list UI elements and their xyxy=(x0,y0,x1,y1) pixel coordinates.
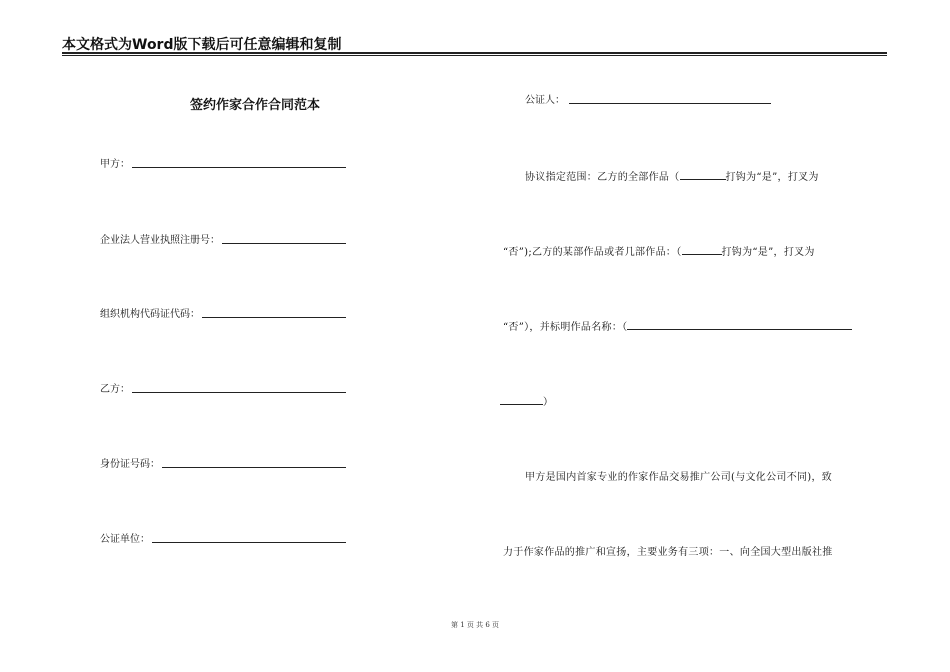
page-number-footer: 第 1 页 共 6 页 xyxy=(450,621,500,629)
header-rule-thin xyxy=(62,55,887,56)
blank-line xyxy=(627,319,852,330)
field-label: 甲方： xyxy=(100,159,130,170)
field-notary-unit xyxy=(100,527,346,545)
paragraph-line-2: 力于作家作品的推广和宣扬，主要业务有三项：一、向全国大型出版社推 xyxy=(503,547,833,558)
field-label: 组织机构代码证代码： xyxy=(100,309,200,320)
field-business-license xyxy=(100,228,346,246)
field-label: 公证单位： xyxy=(100,534,150,545)
scope-text: “否”），并标明作品名称：（ xyxy=(503,322,628,333)
notary-label: 公证人： xyxy=(525,95,565,106)
field-blank-line xyxy=(162,455,346,468)
blank-line xyxy=(680,169,726,180)
field-notary xyxy=(525,90,771,106)
blank-line xyxy=(682,244,722,255)
field-blank-line xyxy=(222,231,346,244)
scope-text: ） xyxy=(543,397,554,408)
paragraph-line-1: 甲方是国内首家专业的作家作品交易推广公司(与文化公司不同)，致 xyxy=(525,472,833,483)
notary-blank-line xyxy=(569,91,771,104)
field-blank-line xyxy=(152,530,346,543)
header-rule xyxy=(62,52,887,54)
field-blank-line xyxy=(202,305,346,318)
field-party-b xyxy=(100,377,346,395)
field-org-code xyxy=(100,302,346,320)
scope-text: “否”);乙方的某部作品或者几部作品：（ xyxy=(503,247,682,258)
field-label: 乙方： xyxy=(100,384,130,395)
scope-line-1 xyxy=(525,168,819,183)
blank-line xyxy=(500,394,543,405)
scope-line-4 xyxy=(500,393,553,408)
field-label: 企业法人营业执照注册号： xyxy=(100,235,220,246)
field-blank-line xyxy=(132,380,346,393)
document-header-title: 本文格式为Word版下载后可任意编辑和复制 xyxy=(62,37,342,53)
field-party-a xyxy=(100,152,346,170)
scope-text: 打钩为“是”，打叉为 xyxy=(721,247,815,258)
scope-text: 协议指定范围：乙方的全部作品（ xyxy=(525,172,680,183)
field-label: 身份证号码： xyxy=(100,459,160,470)
scope-text: 打钩为“是”，打叉为 xyxy=(725,172,819,183)
scope-line-3 xyxy=(503,318,852,333)
field-blank-line xyxy=(132,155,346,168)
scope-line-2 xyxy=(503,243,815,258)
document-title: 签约作家合作合同范本 xyxy=(190,98,321,113)
field-id-number xyxy=(100,452,346,470)
